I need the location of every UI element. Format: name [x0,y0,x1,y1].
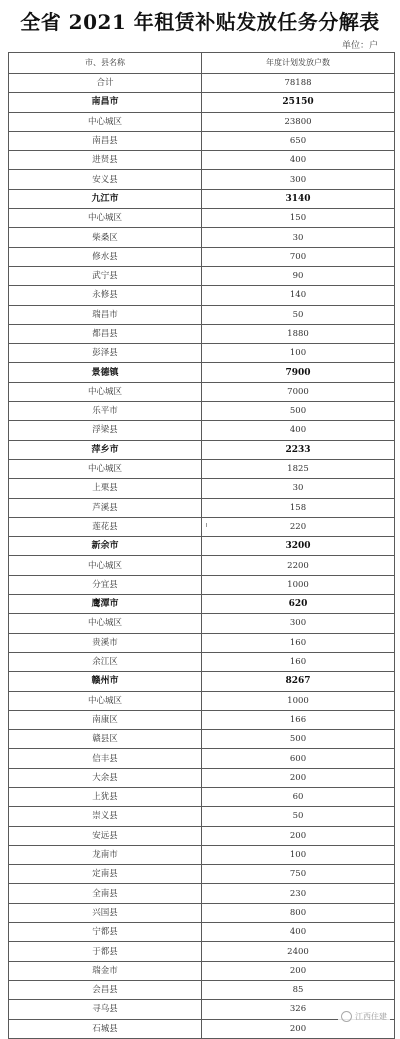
table-row [9,961,395,980]
table-row [9,556,395,575]
household-count-cell: 1880 [202,324,395,343]
household-count-cell: 650 [202,131,395,150]
table-row [9,807,395,826]
region-name-cell: 于都县 [9,942,202,961]
household-count-cell: 23800 [202,112,395,131]
region-name-cell: 南昌市 [9,93,202,112]
region-name-cell: 柴桑区 [9,228,202,247]
household-count-cell: 700 [202,247,395,266]
region-name-cell: 宁都县 [9,923,202,942]
table-row [9,942,395,961]
table-row [9,402,395,421]
table-row [9,749,395,768]
table-row [9,730,395,749]
household-count-cell: 620 [202,595,395,614]
household-count-cell: 100 [202,845,395,864]
region-name-cell: 九江市 [9,189,202,208]
household-count-cell: 2233 [202,440,395,459]
household-count-cell: 100 [202,344,395,363]
region-name-cell: 赣县区 [9,730,202,749]
unit-label: 单位：户 [341,41,378,51]
household-count-cell: 200 [202,768,395,787]
region-name-cell: 都昌县 [9,324,202,343]
table-row [9,305,395,324]
region-name-cell: 南昌县 [9,131,202,150]
household-count-cell: 1000 [202,691,395,710]
table-row [9,633,395,652]
region-name-cell: 修水县 [9,247,202,266]
household-count-cell: 200 [202,1019,395,1038]
household-count-cell: 400 [202,923,395,942]
household-count-cell: 7900 [202,363,395,382]
region-name-cell: 新余市 [9,537,202,556]
household-count-cell: 750 [202,865,395,884]
household-count-cell: 160 [202,652,395,671]
region-name-cell: 安义县 [9,170,202,189]
household-count-cell: 500 [202,730,395,749]
column-header-households: 年度计划发放户数 [202,53,395,74]
household-count-cell: 78188 [202,74,395,93]
region-name-cell: 分宜县 [9,575,202,594]
region-name-cell: 景德镇 [9,363,202,382]
region-name-cell: 定南县 [9,865,202,884]
household-count-cell: 230 [202,884,395,903]
household-count-cell: 2400 [202,942,395,961]
household-count-cell: 150 [202,209,395,228]
household-count-cell: 600 [202,749,395,768]
region-name-cell: 莲花县 [9,517,202,536]
region-name-cell: 中心城区 [9,556,202,575]
table-row [9,691,395,710]
region-name-cell: 大余县 [9,768,202,787]
table-row [9,93,395,112]
household-count-cell: 25150 [202,93,395,112]
household-count-cell: 158 [202,498,395,517]
table-row [9,537,395,556]
household-count-cell: 3140 [202,189,395,208]
household-count-cell: 500 [202,402,395,421]
region-name-cell: 上栗县 [9,479,202,498]
table-row [9,189,395,208]
table-row [9,459,395,478]
scan-speck [206,523,207,527]
household-count-cell: 30 [202,228,395,247]
region-name-cell: 寻乌县 [9,1000,202,1019]
household-count-cell: 200 [202,826,395,845]
table-row [9,826,395,845]
region-name-cell: 贵溪市 [9,633,202,652]
household-count-cell: 50 [202,807,395,826]
household-count-cell: 400 [202,151,395,170]
table-row [9,498,395,517]
region-name-cell: 龙南市 [9,845,202,864]
region-name-cell: 鹰潭市 [9,595,202,614]
household-count-cell: 1000 [202,575,395,594]
household-count-cell: 3200 [202,537,395,556]
region-name-cell: 上犹县 [9,787,202,806]
region-name-cell: 兴国县 [9,903,202,922]
table-row [9,1019,395,1038]
household-count-cell: 140 [202,286,395,305]
household-count-cell: 326 [202,1000,395,1019]
region-name-cell: 中心城区 [9,459,202,478]
table-row [9,324,395,343]
household-count-cell: 200 [202,961,395,980]
table-row [9,787,395,806]
household-count-cell: 220 [202,517,395,536]
table-row [9,247,395,266]
region-name-cell: 中心城区 [9,209,202,228]
page-title: 全省 2021 年租赁补贴发放任务分解表 [20,10,380,34]
table-row [9,517,395,536]
household-count-cell: 800 [202,903,395,922]
wechat-icon [341,1011,352,1022]
household-count-cell: 8267 [202,672,395,691]
table-row [9,363,395,382]
region-name-cell: 乐平市 [9,402,202,421]
region-name-cell: 赣州市 [9,672,202,691]
table-row [9,672,395,691]
table-row [9,286,395,305]
region-name-cell: 瑞金市 [9,961,202,980]
household-count-cell: 30 [202,479,395,498]
household-count-cell: 50 [202,305,395,324]
table-row [9,266,395,285]
region-name-cell: 余江区 [9,652,202,671]
table-row [9,421,395,440]
household-count-cell: 166 [202,710,395,729]
region-name-cell: 彭泽县 [9,344,202,363]
table-row [9,151,395,170]
region-name-cell: 安远县 [9,826,202,845]
region-name-cell: 永修县 [9,286,202,305]
region-name-cell: 崇义县 [9,807,202,826]
household-count-cell: 400 [202,421,395,440]
region-name-cell: 会昌县 [9,980,202,999]
table-row [9,228,395,247]
table-row [9,903,395,922]
household-count-cell: 300 [202,614,395,633]
table-row [9,980,395,999]
table-row [9,479,395,498]
allocation-table [8,52,395,1039]
table-row [9,768,395,787]
table-row [9,923,395,942]
region-name-cell: 中心城区 [9,382,202,401]
household-count-cell: 85 [202,980,395,999]
table-row [9,382,395,401]
table-row [9,209,395,228]
household-count-cell: 300 [202,170,395,189]
table-row [9,614,395,633]
household-count-cell: 7000 [202,382,395,401]
table-row [9,440,395,459]
region-name-cell: 浮梁县 [9,421,202,440]
table-header-row [9,53,395,74]
household-count-cell: 160 [202,633,395,652]
table-row [9,170,395,189]
household-count-cell: 2200 [202,556,395,575]
region-name-cell: 萍乡市 [9,440,202,459]
column-header-name: 市、县名称 [9,53,202,74]
table-row [9,112,395,131]
table-row [9,344,395,363]
region-name-cell: 武宁县 [9,266,202,285]
table-row [9,652,395,671]
region-name-cell: 中心城区 [9,112,202,131]
watermark [338,1010,390,1023]
region-name-cell: 中心城区 [9,691,202,710]
table-row [9,865,395,884]
region-name-cell: 南康区 [9,710,202,729]
region-name-cell: 信丰县 [9,749,202,768]
region-name-cell: 石城县 [9,1019,202,1038]
region-name-cell: 进贤县 [9,151,202,170]
table-row [9,884,395,903]
household-count-cell: 60 [202,787,395,806]
watermark-text: 江西住建 [355,1012,387,1021]
region-name-cell: 瑞昌市 [9,305,202,324]
table-row [9,595,395,614]
table-row [9,1000,395,1019]
region-name-cell: 合计 [9,74,202,93]
region-name-cell: 全南县 [9,884,202,903]
household-count-cell: 1825 [202,459,395,478]
table-row [9,74,395,93]
region-name-cell: 芦溪县 [9,498,202,517]
table-row [9,845,395,864]
household-count-cell: 90 [202,266,395,285]
region-name-cell: 中心城区 [9,614,202,633]
table-row [9,131,395,150]
table-row [9,575,395,594]
table-row [9,710,395,729]
